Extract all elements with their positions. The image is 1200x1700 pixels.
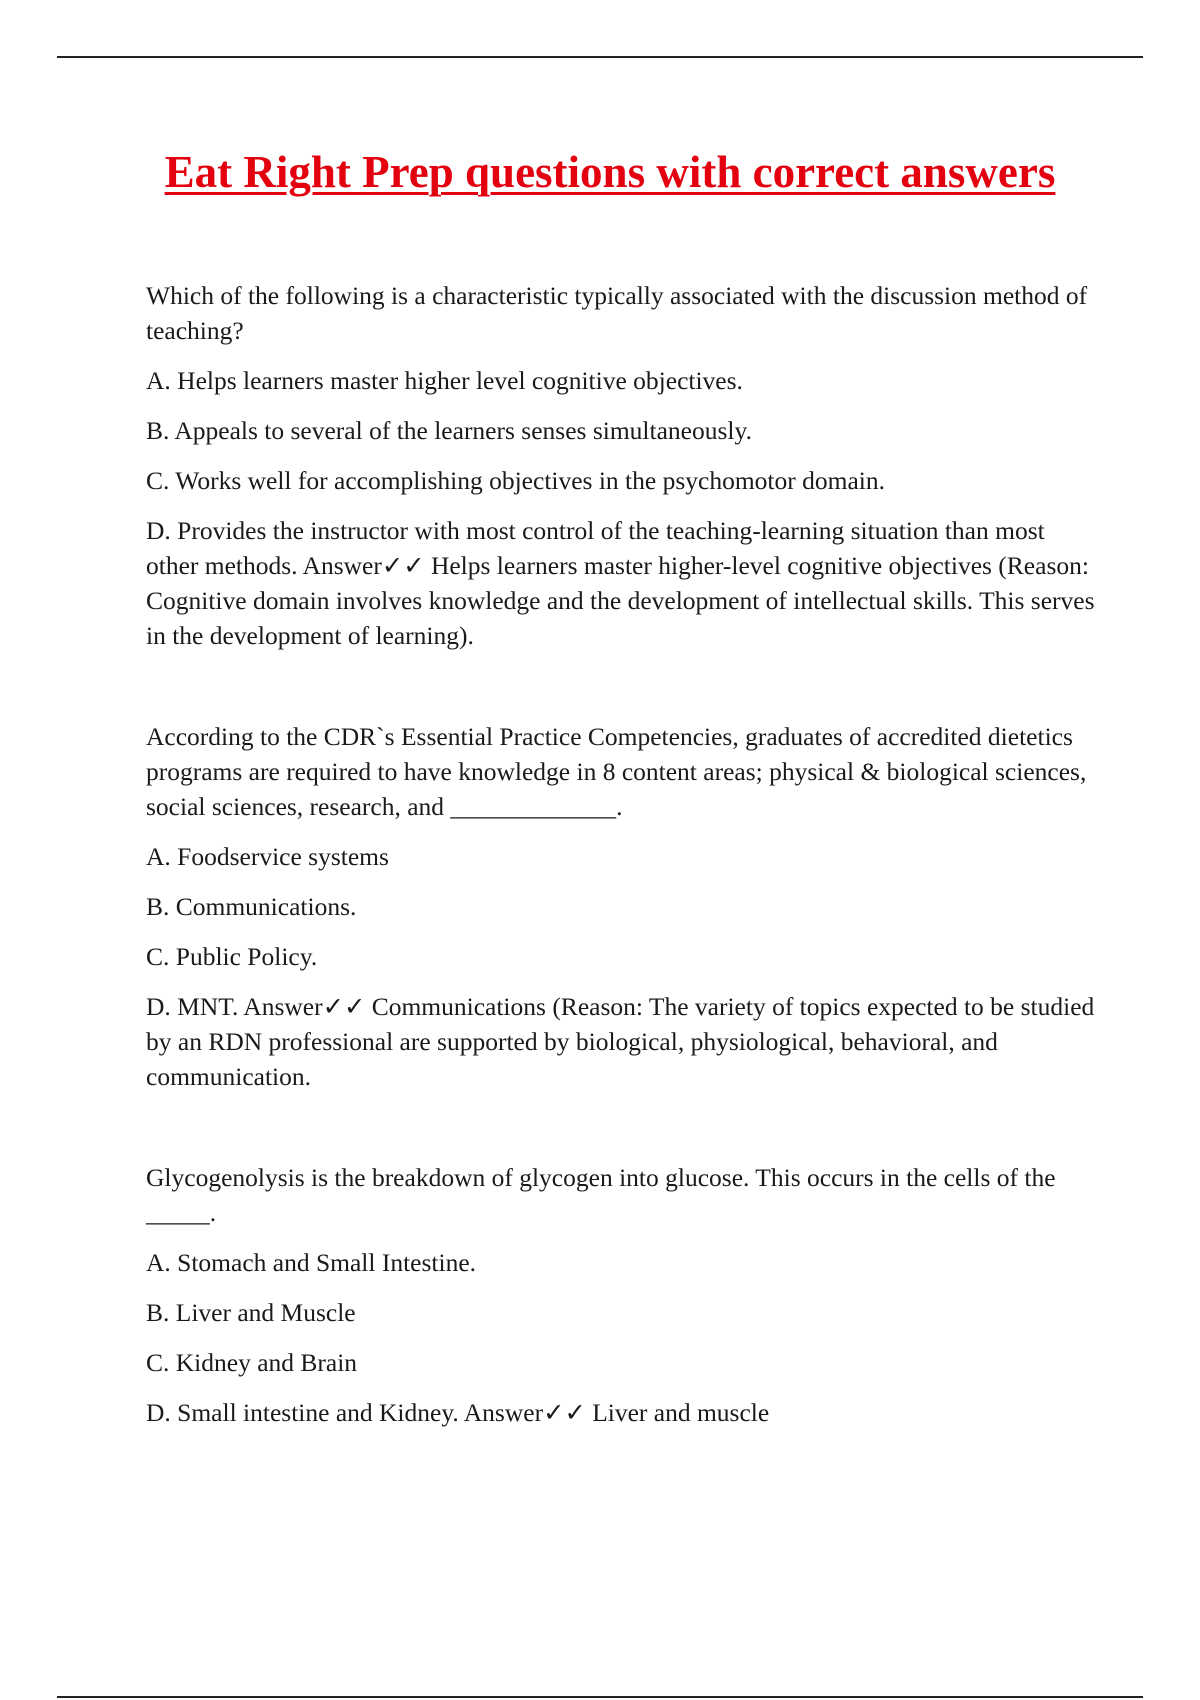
answer-option-a: A. Foodservice systems bbox=[146, 842, 389, 871]
answer-option-c: C. Kidney and Brain bbox=[146, 1348, 358, 1377]
answer-option-b: B. Appeals to several of the learners senses simultaneously. bbox=[146, 416, 752, 445]
answer-option-d: D. Small intestine and Kidney. Answer✓✓ Liver and muscle bbox=[146, 1398, 770, 1427]
question-2 bbox=[146, 719, 1096, 1094]
answer-option-c: C. Works well for accomplishing objectives in the psychomotor domain. bbox=[146, 466, 885, 495]
answer-option-d: D. MNT. Answer✓✓ Communications (Reason: The variety of topics expected to be studied by an RDN professional are supported by biological, physiological, behavioral, and communication. bbox=[146, 992, 1095, 1091]
top-rule bbox=[57, 56, 1143, 58]
question-stem: According to the CDR`s Essential Practice Competencies, graduates of accredited dietetics programs are required to have knowledge in 8 content areas; physical & biological sciences, social sciences, research, and _____________. bbox=[146, 722, 1087, 821]
question-stem: Glycogenolysis is the breakdown of glycogen into glucose. This occurs in the cells of the _____. bbox=[146, 1163, 1056, 1227]
bottom-rule bbox=[57, 1696, 1143, 1698]
answer-option-c: C. Public Policy. bbox=[146, 942, 318, 971]
document-body bbox=[146, 278, 1096, 1445]
question-1 bbox=[146, 278, 1096, 653]
answer-option-a: A. Helps learners master higher level cognitive objectives. bbox=[146, 366, 743, 395]
answer-option-b: B. Communications. bbox=[146, 892, 357, 921]
question-3 bbox=[146, 1160, 1096, 1430]
answer-option-a: A. Stomach and Small Intestine. bbox=[146, 1248, 477, 1277]
answer-option-d: D. Provides the instructor with most control of the teaching-learning situation than most other methods. Answer✓✓ Helps learners master higher-level cognitive objectives (Reason: Cognitive domain involves knowledge and the development of intellectual skills. This serves in the development of learning). bbox=[146, 516, 1095, 650]
document-title: Eat Right Prep questions with correct answers bbox=[164, 147, 1056, 197]
answer-option-b: B. Liver and Muscle bbox=[146, 1298, 356, 1327]
question-stem: Which of the following is a characteristic typically associated with the discussion method of teaching? bbox=[146, 281, 1088, 345]
